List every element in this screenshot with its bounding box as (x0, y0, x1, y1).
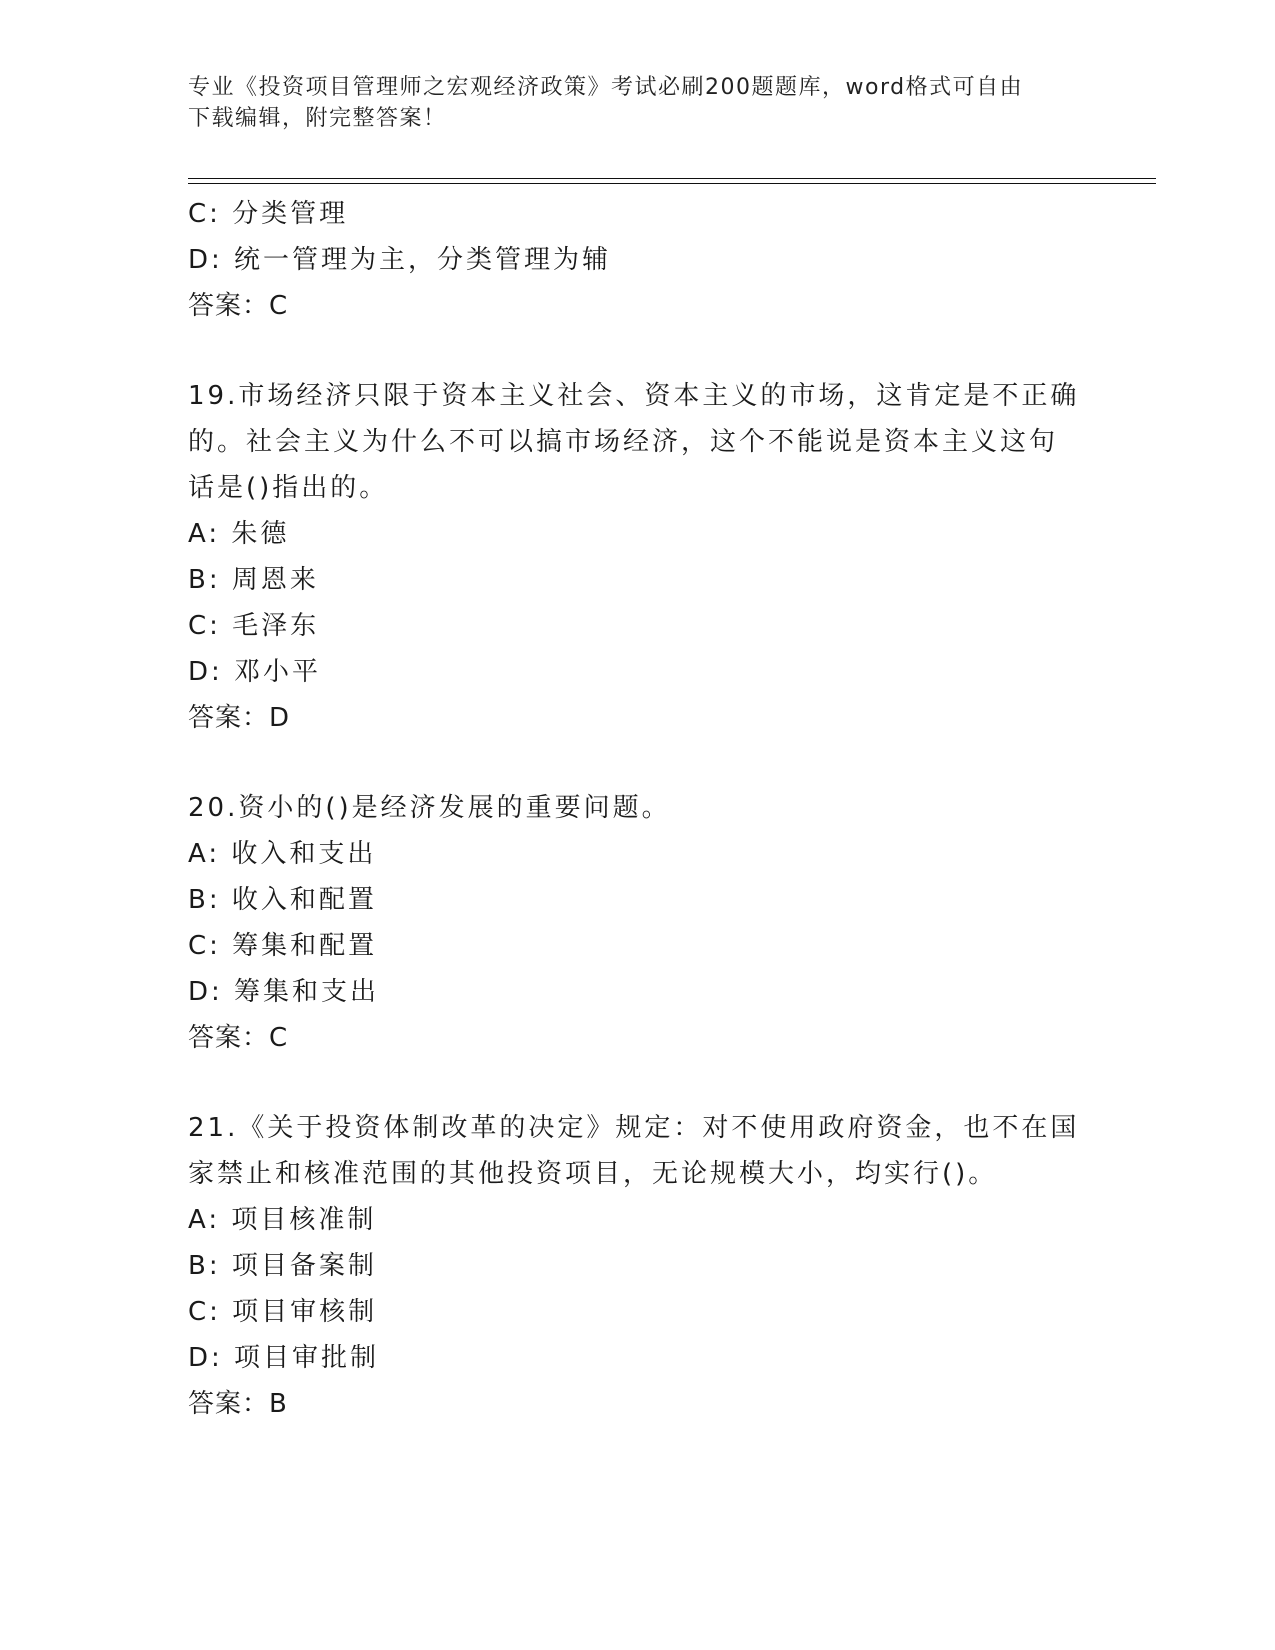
header-divider-bottom (188, 183, 1156, 184)
option-b: B: 收入和配置 (188, 885, 377, 915)
option-a: A: 项目核准制 (188, 1205, 377, 1235)
header-line-2: 下载编辑，附完整答案！ (188, 106, 447, 131)
option-d: D: 项目审批制 (188, 1343, 380, 1373)
option-c: C: 筹集和配置 (188, 931, 378, 961)
option-d: D: 邓小平 (188, 657, 322, 687)
document-header (188, 72, 1088, 134)
question-list (188, 191, 1088, 1427)
question-text-line: 的。社会主义为什么不可以搞市场经济，这个不能说是资本主义这句 (188, 427, 1059, 457)
question-text-line: 20.资小的()是经济发展的重要问题。 (188, 793, 671, 823)
question-20 (188, 785, 1088, 1061)
option-c: C: 分类管理 (188, 199, 349, 229)
answer-line: 答案：D (188, 703, 291, 733)
question-text-line: 家禁止和核准范围的其他投资项目，无论规模大小，均实行()。 (188, 1159, 998, 1189)
option-d: D: 筹集和支出 (188, 977, 380, 1007)
question-text-line: 19.市场经济只限于资本主义社会、资本主义的市场，这肯定是不正确 (188, 381, 1080, 411)
spacer (188, 741, 1088, 785)
answer-line: 答案：C (188, 291, 289, 321)
question-text-line: 话是()指出的。 (188, 473, 389, 503)
spacer (188, 329, 1088, 373)
option-c: C: 毛泽东 (188, 611, 320, 641)
option-d: D: 统一管理为主，分类管理为辅 (188, 245, 612, 275)
answer-line: 答案：B (188, 1389, 288, 1419)
option-a: A: 收入和支出 (188, 839, 377, 869)
option-b: B: 周恩来 (188, 565, 319, 595)
question-21 (188, 1105, 1088, 1427)
header-divider-top (188, 178, 1156, 179)
option-a: A: 朱德 (188, 519, 290, 549)
option-b: B: 项目备案制 (188, 1251, 377, 1281)
question-text-line: 21.《关于投资体制改革的决定》规定：对不使用政府资金，也不在国 (188, 1113, 1080, 1143)
question-19 (188, 373, 1088, 741)
answer-line: 答案：C (188, 1023, 289, 1053)
header-line-1: 专业《投资项目管理师之宏观经济政策》考试必刷200题题库，word格式可自由 (188, 75, 1024, 100)
option-c: C: 项目审核制 (188, 1297, 378, 1327)
spacer (188, 1061, 1088, 1105)
carryover-block (188, 191, 1088, 329)
